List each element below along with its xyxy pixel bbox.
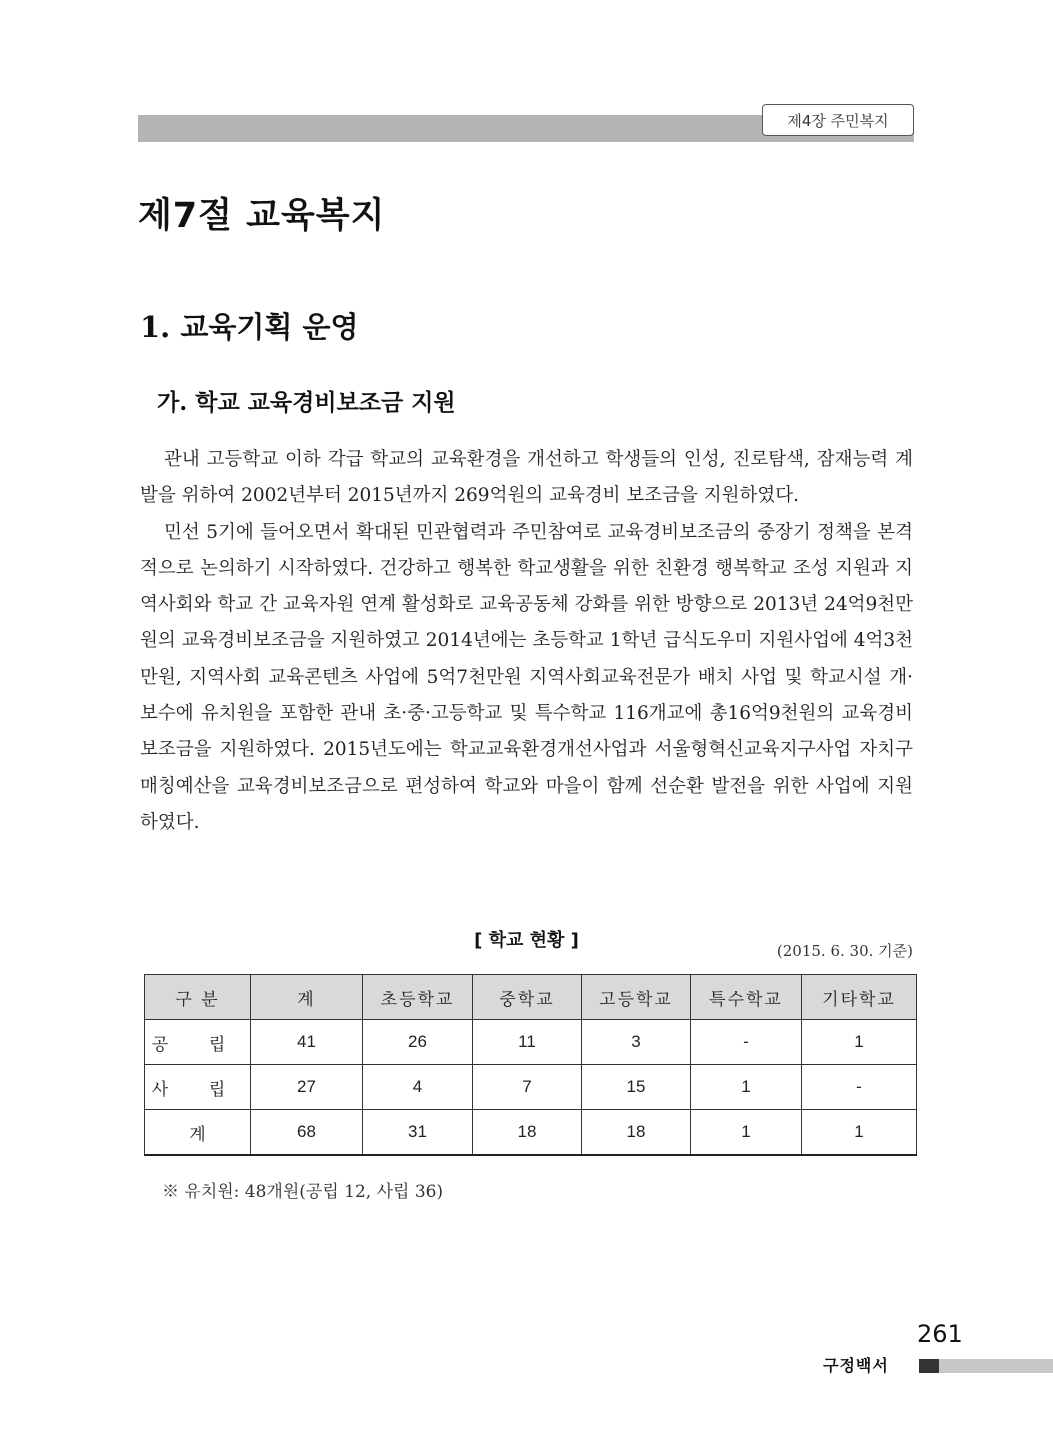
header-elementary: 초등학교 <box>363 975 473 1020</box>
table-cell: - <box>802 1065 917 1110</box>
table-row <box>145 1110 917 1156</box>
table-cell: 26 <box>363 1020 473 1065</box>
kindergarten-footnote: ※ 유치원: 48개원(공립 12, 사립 36) <box>162 1182 444 1202</box>
header-total: 계 <box>251 975 363 1020</box>
table-cell: - <box>691 1020 802 1065</box>
table-cell: 1 <box>802 1110 917 1156</box>
table-cell: 1 <box>802 1020 917 1065</box>
chapter-tab: 제4장 주민복지 <box>762 104 914 136</box>
header-middle: 중학교 <box>473 975 582 1020</box>
row-label: 사 립 <box>145 1065 251 1110</box>
row-label: 계 <box>145 1110 251 1156</box>
table-cell: 1 <box>691 1065 802 1110</box>
paragraph-2: 민선 5기에 들어오면서 확대된 민관협력과 주민참여로 교육경비보조금의 중장기 정책을 본격적으로 논의하기 시작하였다. 건강하고 행복한 학교생활을 위한 친환경 행복학교 조성 지원과 지역사회와 학교 간 교육자원 연계 활성화로 교육공동체 강화를 위한 방향으로 2013년 24억9천만원의 교육경비보조금을 지원하였고 2014년에는 초등학교 1학년 급식도우미 지원사업에 4억3천만원, 지역사회 교육콘텐츠 사업에 5억7천만원 지역사회교육전문가 배치 사업 및 학교시설 개·보수에 유치원을 포함한 관내 초·중·고등학교 및 특수학교 116개교에 총16억9천원의 교육경비보조금을 지원하였다. 2015년도에는 학교교육환경개선사업과 서울형혁신교육지구사업 자치구 매칭예산을 교육경비보조금으로 편성하여 학교와 마을이 함께 선순환 발전을 위한 사업에 지원하였다. <box>140 521 913 833</box>
header-special: 특수학교 <box>691 975 802 1020</box>
footer-book-title: 구정백서 <box>823 1356 889 1375</box>
subsubsection-title: 가. 학교 교육경비보조금 지원 <box>157 389 456 416</box>
row-label: 공 립 <box>145 1020 251 1065</box>
table-date-note: (2015. 6. 30. 기준) <box>776 942 913 960</box>
section-title: 제7절 교육복지 <box>138 196 386 236</box>
table-cell: 18 <box>582 1110 691 1156</box>
subsection-title: 1. 교육기획 운영 <box>140 310 359 344</box>
table-cell: 7 <box>473 1065 582 1110</box>
table-cell: 3 <box>582 1020 691 1065</box>
table-cell: 4 <box>363 1065 473 1110</box>
table-row <box>145 1020 917 1065</box>
table-cell: 18 <box>473 1110 582 1156</box>
table-cell: 27 <box>251 1065 363 1110</box>
school-status-table <box>144 974 917 1156</box>
body-text <box>140 442 913 841</box>
page-number: 261 <box>917 1320 963 1348</box>
paragraph-1: 관내 고등학교 이하 각급 학교의 교육환경을 개선하고 학생들의 인성, 진로탐색, 잠재능력 계발을 위하여 2002년부터 2015년까지 269억원의 교육경비 보조금을 지원하였다. <box>140 449 913 507</box>
header-high: 고등학교 <box>582 975 691 1020</box>
table-row <box>145 1065 917 1110</box>
table-caption: [ 학교 현황 ] <box>474 930 579 951</box>
footer-gray-bar <box>939 1359 1053 1373</box>
footer-dark-block <box>919 1359 939 1373</box>
header-other: 기타학교 <box>802 975 917 1020</box>
table-cell: 31 <box>363 1110 473 1156</box>
header-category: 구 분 <box>145 975 251 1020</box>
table-cell: 68 <box>251 1110 363 1156</box>
table-cell: 11 <box>473 1020 582 1065</box>
table-cell: 15 <box>582 1065 691 1110</box>
table-cell: 1 <box>691 1110 802 1156</box>
table-cell: 41 <box>251 1020 363 1065</box>
table-header-row <box>145 975 917 1020</box>
